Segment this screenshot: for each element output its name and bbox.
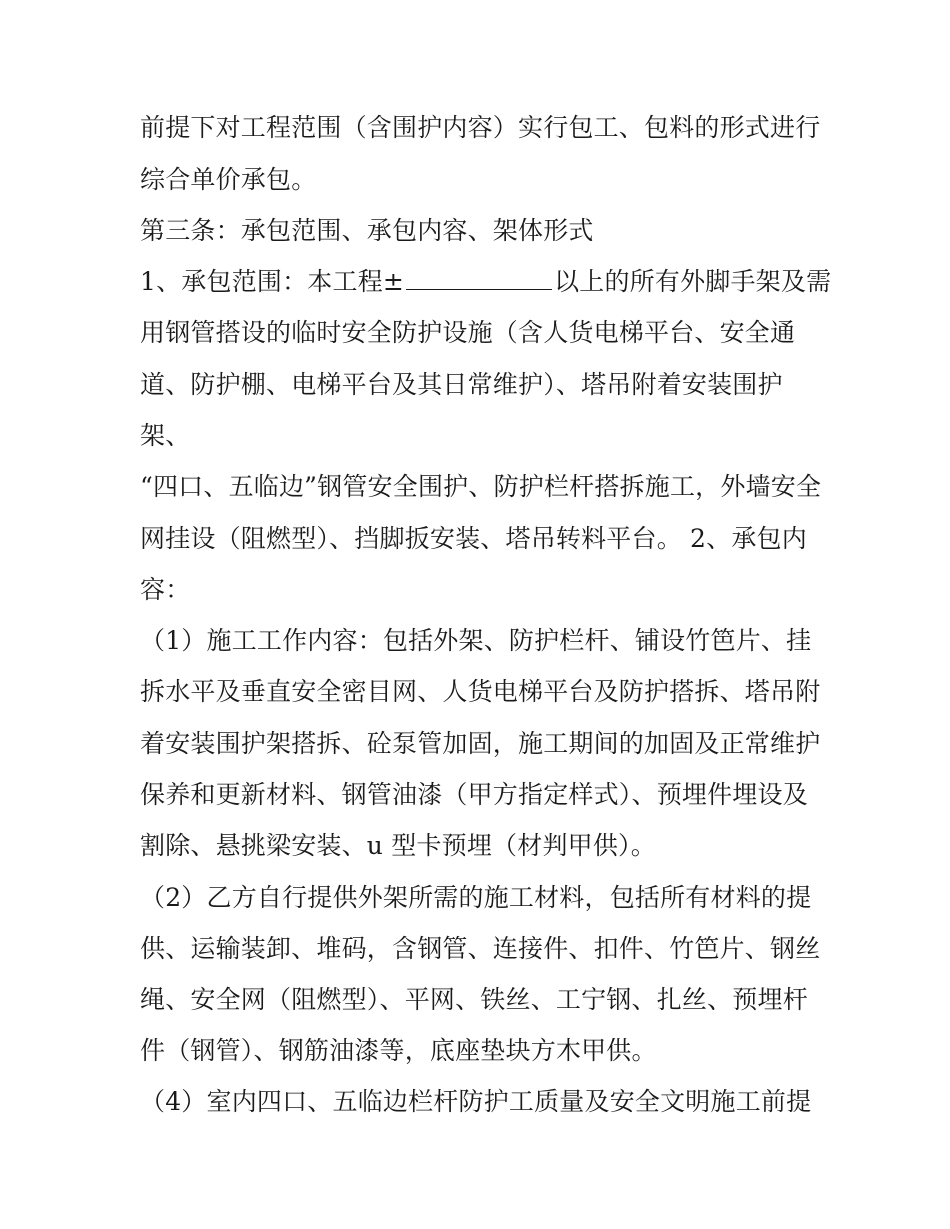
- text-line: （1）施工工作内容：包括外架、防护栏杆、铺设竹笆片、挂: [140, 626, 812, 655]
- text-line: 用钢管搭设的临时安全防护设施（含人货电梯平台、安全通: [140, 318, 796, 347]
- section-heading: 第三条：承包范围、承包内容、架体形式: [140, 216, 594, 245]
- text-line: （2）乙方自行提供外架所需的施工材料，包括所有材料的提: [140, 883, 812, 912]
- text-line: 综合单价承包。: [140, 165, 317, 194]
- text-line-with-blank: [140, 267, 831, 297]
- fill-in-blank: [406, 267, 552, 290]
- text-line: 割除、悬挑梁安装、u 型卡预埋（材判甲供）。: [140, 831, 656, 860]
- text-line: 拆水平及垂直安全密目网、人货电梯平台及防护搭拆、塔吊附: [140, 677, 821, 706]
- text-line: 绳、安全网（阻燃型）、平网、铁丝、工宁钢、扎丝、预埋杆: [140, 985, 808, 1014]
- text-line: 道、防护棚、电梯平台及其日常维护）、塔吊附着安装围护: [140, 370, 783, 399]
- text-line: （4）室内四口、五临边栏杆防护工质量及安全文明施工前提: [140, 1087, 812, 1116]
- text-line: “四口、五临边”钢管安全围护、防护栏杆搭拆施工，外墙安全: [140, 472, 822, 501]
- text-line: 着安装围护架搭拆、砼泵管加固，施工期间的加固及正常维护: [140, 729, 821, 758]
- text-line: 件（钢管）、钢筋油漆等，底座垫块方木甲供。: [140, 1036, 657, 1065]
- text-line: 网挂设（阻燃型）、挡脚扳安装、塔吊转料平台。 2、承包内: [140, 524, 807, 553]
- text-line: 保养和更新材料、钢管油漆（甲方指定样式）、预埋件埋设及: [140, 780, 808, 809]
- text-line: 前提下对工程范围（含围护内容）实行包工、包料的形式进行: [140, 113, 821, 142]
- text-fragment: 以上的所有外脚手架及需: [554, 267, 832, 296]
- text-line: 供、运输装卸、堆码，含钢管、连接件、扣件、竹笆片、钢丝: [140, 934, 821, 963]
- text-line: 容：: [140, 575, 191, 604]
- text-line: 架、: [140, 421, 191, 450]
- text-fragment: 1、承包范围：本工程±: [140, 267, 405, 296]
